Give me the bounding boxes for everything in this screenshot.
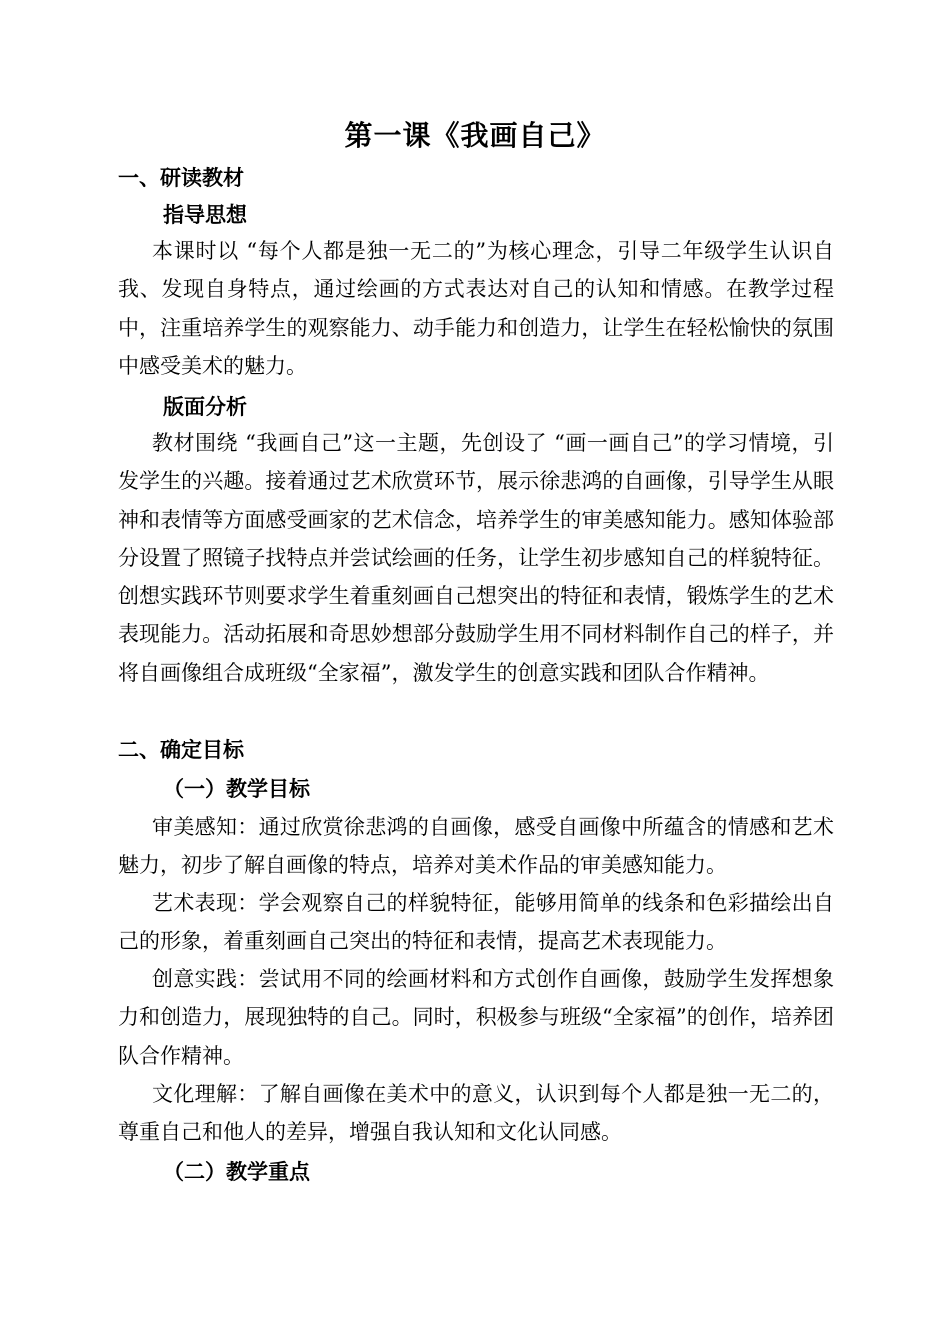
- section-heading-study-materials: 一、研读教材: [118, 165, 244, 190]
- goal-cultural-understanding: 文化理解：了解自画像在美术中的意义，认识到每个人都是独一无二的，尊重自己和他人的差异，增强自我认知和文化认同感。: [118, 1082, 834, 1145]
- goal-aesthetic-perception: 审美感知：通过欣赏徐悲鸿的自画像，感受自画像中所蕴含的情感和艺术魅力，初步了解自画像的特点，培养对美术作品的审美感知能力。: [118, 815, 834, 878]
- subheading-teaching-focus: （二）教学重点: [163, 1159, 310, 1184]
- paragraph-guiding-thought: 本课时以 “每个人都是独一无二的”为核心理念，引导二年级学生认识自我、发现自身特点，通过绘画的方式表达对自己的认知和情感。在教学过程中，注重培养学生的观察能力、动手能力和创造力，让学生在轻松愉快的氛围中感受美术的魅力。: [118, 239, 834, 378]
- goal-creative-practice: 创意实践：尝试用不同的绘画材料和方式创作自画像，鼓励学生发挥想象力和创造力，展现独特的自己。同时，积极参与班级“全家福”的创作，培养团队合作精神。: [118, 967, 834, 1068]
- paragraph-layout-analysis: 教材围绕 “我画自己”这一主题，先创设了 “画一画自己”的学习情境，引发学生的兴趣。接着通过艺术欣赏环节，展示徐悲鸿的自画像，引导学生从眼神和表情等方面感受画家的艺术信念，培养学生的审美感知能力。感知体验部分设置了照镜子找特点并尝试绘画的任务，让学生初步感知自己的样貌特征。创想实践环节则要求学生着重刻画自己想突出的特征和表情，锻炼学生的艺术表现能力。活动拓展和奇思妙想部分鼓励学生用不同材料制作自己的样子，并将自画像组合成班级“全家福”，激发学生的创意实践和团队合作精神。: [118, 431, 834, 685]
- lesson-title: 第一课《我画自己》: [344, 119, 606, 152]
- subheading-teaching-goals: （一）教学目标: [163, 776, 310, 801]
- subheading-guiding-thought: 指导思想: [163, 202, 247, 227]
- subheading-layout-analysis: 版面分析: [163, 394, 247, 419]
- section-heading-set-goals: 二、确定目标: [118, 737, 244, 762]
- goal-artistic-expression: 艺术表现：学会观察自己的样貌特征，能够用简单的线条和色彩描绘出自己的形象，着重刻画自己突出的特征和表情，提高艺术表现能力。: [118, 891, 834, 954]
